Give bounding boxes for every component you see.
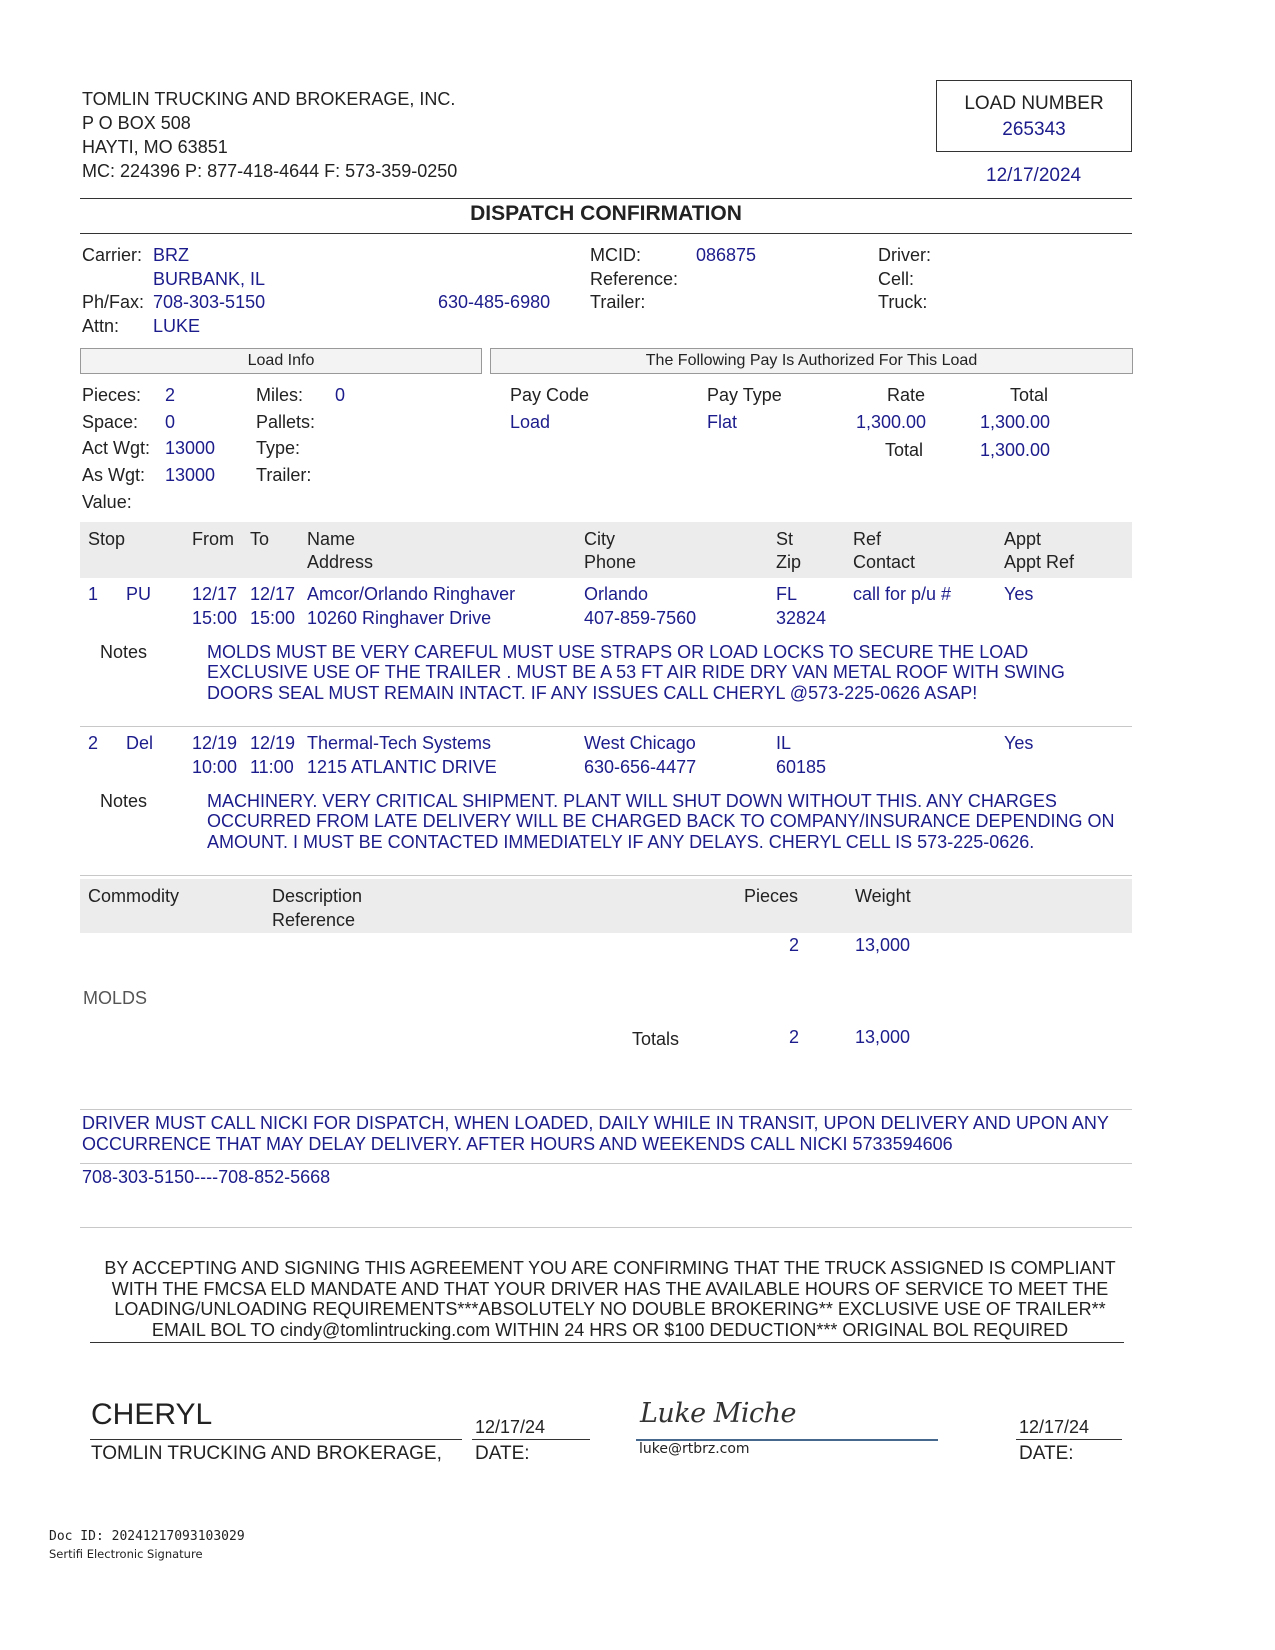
company-contact: MC: 224396 P: 877-418-4644 F: 573-359-0250 bbox=[82, 161, 458, 181]
broker-date-line bbox=[472, 1439, 590, 1440]
load-number: 265343 bbox=[1002, 119, 1066, 140]
phones-note: 708-303-5150----708-852-5668 bbox=[82, 1167, 331, 1187]
broker-signature-line bbox=[90, 1439, 462, 1440]
stop-from-time: 15:00 bbox=[192, 608, 238, 628]
stops-col-appt-ref: Appt Ref bbox=[1004, 552, 1075, 572]
stop-from-date: 12/17 bbox=[192, 584, 238, 604]
stop-notes-line: MACHINERY. VERY CRITICAL SHIPMENT. PLANT WILL SHUT DOWN WITHOUT THIS. ANY CHARGES bbox=[207, 791, 1057, 811]
stop-notes-line: MOLDS MUST BE VERY CAREFUL MUST USE STRAPS OR LOAD LOCKS TO SECURE THE LOAD bbox=[207, 642, 1029, 662]
stop-notes-label: Notes bbox=[100, 642, 148, 662]
stops-col-ref: Ref bbox=[853, 529, 882, 549]
company-address-line2: HAYTI, MO 63851 bbox=[82, 137, 228, 157]
document-title: DISPATCH CONFIRMATION bbox=[470, 202, 742, 225]
commodity-header-bar bbox=[80, 879, 1132, 933]
agreement-line: EMAIL BOL TO cindy@tomlintrucking.com WITHIN 24 HRS OR $100 DEDUCTION*** ORIGINAL BOL REQUIRED bbox=[151, 1320, 1069, 1340]
stop-to-time: 15:00 bbox=[250, 608, 296, 628]
pay-total: 1,300.00 bbox=[980, 412, 1051, 432]
space-label: Space: bbox=[82, 412, 139, 432]
stop-state: IL bbox=[776, 733, 792, 753]
commodity-col-description: Description bbox=[272, 886, 363, 906]
company-name: TOMLIN TRUCKING AND BROKERAGE, INC. bbox=[82, 89, 456, 109]
carrier-fax: 630-485-6980 bbox=[438, 292, 551, 312]
commodity-col-reference: Reference bbox=[272, 910, 356, 930]
carrier-date-line bbox=[1016, 1439, 1122, 1440]
stop-notes-line: DOORS SEAL MUST REMAIN INTACT. IF ANY ISSUES CALL CHERYL @573-225-0626 ASAP! bbox=[207, 683, 978, 703]
stops-col-from: From bbox=[192, 529, 234, 549]
stop-notes-label: Notes bbox=[100, 791, 148, 811]
totals-weight: 13,000 bbox=[855, 1027, 911, 1047]
pay-header: The Following Pay Is Authorized For This Load bbox=[490, 348, 1133, 374]
actwgt-value: 13000 bbox=[165, 438, 216, 458]
stops-col-name: Name bbox=[307, 529, 356, 549]
broker-signer-name: CHERYL bbox=[91, 1398, 213, 1431]
stop-ref: call for p/u # bbox=[853, 584, 952, 604]
value-label: Value: bbox=[82, 492, 132, 512]
pay-code-header: Pay Code bbox=[510, 385, 590, 405]
stops-col-stop: Stop bbox=[88, 529, 126, 549]
commodity-col-pieces: Pieces bbox=[744, 886, 799, 906]
carrier-signature: Luke Miche bbox=[640, 1398, 797, 1429]
stop-to-date: 12/17 bbox=[250, 584, 296, 604]
pay-type-header: Pay Type bbox=[707, 385, 782, 405]
stop-divider bbox=[80, 875, 1132, 876]
broker-sign-date: 12/17/24 bbox=[475, 1417, 546, 1437]
carrier-label: Carrier: bbox=[82, 245, 143, 265]
truck-label: Truck: bbox=[878, 292, 928, 312]
stop-number: 2 bbox=[88, 733, 99, 753]
cell-label: Cell: bbox=[878, 269, 915, 289]
stops-col-st: St bbox=[776, 529, 794, 549]
pieces-value: 2 bbox=[165, 385, 176, 405]
commodity-col-weight: Weight bbox=[855, 886, 911, 906]
agreement-rule-bottom bbox=[90, 1342, 1124, 1343]
mcid-value: 086875 bbox=[696, 245, 757, 265]
pay-code: Load bbox=[510, 412, 551, 432]
totals-pieces: 2 bbox=[789, 1027, 800, 1047]
load-number-label: LOAD NUMBER bbox=[964, 93, 1104, 114]
aswgt-label: As Wgt: bbox=[82, 465, 146, 485]
pallets-label: Pallets: bbox=[256, 412, 316, 432]
stop-name: Amcor/Orlando Ringhaver bbox=[307, 584, 516, 604]
driver-note-line: DRIVER MUST CALL NICKI FOR DISPATCH, WHEN LOADED, DAILY WHILE IN TRANSIT, UPON DELIVERY AND UPON ANY bbox=[82, 1113, 1109, 1133]
stop-zip: 32824 bbox=[776, 608, 827, 628]
carrier-name: BRZ bbox=[153, 245, 189, 265]
pay-grand-total: 1,300.00 bbox=[980, 440, 1051, 460]
stops-col-city: City bbox=[584, 529, 615, 549]
stop-address: 10260 Ringhaver Drive bbox=[307, 608, 492, 628]
stop-to-time: 11:00 bbox=[250, 757, 294, 777]
stop-notes-line: AMOUNT. I MUST BE CONTACTED IMMEDIATELY IF ANY DELAYS. CHERYL CELL IS 573-225-0626. bbox=[207, 832, 1035, 852]
doc-id: Doc ID: 20241217093103029 bbox=[49, 1529, 245, 1544]
pay-grand-label: Total bbox=[885, 440, 924, 460]
miles-value: 0 bbox=[335, 385, 346, 405]
stop-from-time: 10:00 bbox=[192, 757, 238, 777]
driver-note-rule bbox=[80, 1109, 1132, 1110]
stops-col-to: To bbox=[250, 529, 270, 549]
stop-number: 1 bbox=[88, 584, 99, 604]
commodity-col-commodity: Commodity bbox=[88, 886, 180, 906]
document-date: 12/17/2024 bbox=[986, 165, 1082, 186]
totals-label: Totals bbox=[632, 1029, 680, 1049]
attn-label: Attn: bbox=[82, 316, 120, 336]
broker-date-label: DATE: bbox=[475, 1443, 530, 1464]
title-rule-top bbox=[80, 198, 1132, 199]
mcid-label: MCID: bbox=[590, 245, 641, 265]
esign-label: Sertifi Electronic Signature bbox=[49, 1547, 203, 1561]
stop-notes-line: OCCURRED FROM LATE DELIVERY WILL BE CHARGED BACK TO COMPANY/INSURANCE DEPENDING ON bbox=[207, 811, 1115, 831]
aswgt-value: 13000 bbox=[165, 465, 216, 485]
stop-address: 1215 ATLANTIC DRIVE bbox=[307, 757, 497, 777]
broker-company: TOMLIN TRUCKING AND BROKERAGE, bbox=[91, 1443, 442, 1464]
company-address-line1: P O BOX 508 bbox=[82, 113, 191, 133]
pay-type: Flat bbox=[707, 412, 738, 432]
stops-col-zip: Zip bbox=[776, 552, 802, 572]
type-label: Type: bbox=[256, 438, 301, 458]
reference-label: Reference: bbox=[590, 269, 679, 289]
pay-rate: 1,300.00 bbox=[856, 412, 927, 432]
carrier-email: luke@rtbrz.com bbox=[639, 1441, 750, 1457]
space-value: 0 bbox=[165, 412, 176, 432]
load-trailer-label: Trailer: bbox=[256, 465, 312, 485]
stop-type: Del bbox=[126, 733, 154, 753]
stop-name: Thermal-Tech Systems bbox=[307, 733, 492, 753]
trailer-label: Trailer: bbox=[590, 292, 646, 312]
agreement-line: WITH THE FMCSA ELD MANDATE AND THAT YOUR DRIVER HAS THE AVAILABLE HOURS OF SERVICE TO MEET THE bbox=[111, 1279, 1109, 1299]
agreement-rule-top bbox=[80, 1227, 1132, 1228]
load-info-header: Load Info bbox=[80, 348, 482, 374]
pay-rate-header: Rate bbox=[887, 385, 926, 405]
commodity-weight: 13,000 bbox=[855, 935, 911, 955]
pieces-label: Pieces: bbox=[82, 385, 142, 405]
stops-col-appt: Appt bbox=[1004, 529, 1042, 549]
stop-appt: Yes bbox=[1004, 584, 1034, 604]
carrier-city: BURBANK, IL bbox=[153, 269, 266, 289]
commodity-name: MOLDS bbox=[83, 988, 148, 1008]
commodity-pieces: 2 bbox=[789, 935, 800, 955]
stop-city: West Chicago bbox=[584, 733, 696, 753]
agreement-line: LOADING/UNLOADING REQUIREMENTS***ABSOLUTELY NO DOUBLE BROKERING** EXCLUSIVE USE OF TRAILER** bbox=[114, 1299, 1106, 1319]
stop-state: FL bbox=[776, 584, 798, 604]
stop-to-date: 12/19 bbox=[250, 733, 296, 753]
pay-total-header: Total bbox=[1010, 385, 1049, 405]
driver-note-line: OCCURRENCE THAT MAY DELAY DELIVERY. AFTER HOURS AND WEEKENDS CALL NICKI 5733594606 bbox=[82, 1134, 953, 1154]
attn-name: LUKE bbox=[153, 316, 201, 336]
stops-col-phone: Phone bbox=[584, 552, 637, 572]
stop-city: Orlando bbox=[584, 584, 649, 604]
title-rule-bottom bbox=[80, 233, 1132, 234]
stop-type: PU bbox=[126, 584, 152, 604]
carrier-sign-date: 12/17/24 bbox=[1019, 1417, 1090, 1437]
agreement-line: BY ACCEPTING AND SIGNING THIS AGREEMENT YOU ARE CONFIRMING THAT THE TRUCK ASSIGNED IS COMPLIANT bbox=[104, 1258, 1116, 1278]
stop-appt: Yes bbox=[1004, 733, 1034, 753]
stops-col-address: Address bbox=[307, 552, 374, 572]
actwgt-label: Act Wgt: bbox=[82, 438, 151, 458]
stop-notes-line: EXCLUSIVE USE OF THE TRAILER . MUST BE A 53 FT AIR RIDE DRY VAN METAL ROOF WITH SWING bbox=[207, 662, 1065, 682]
carrier-date-label: DATE: bbox=[1019, 1443, 1074, 1464]
stops-col-contact: Contact bbox=[853, 552, 916, 572]
driver-label: Driver: bbox=[878, 245, 931, 265]
stop-zip: 60185 bbox=[776, 757, 827, 777]
stop-from-date: 12/19 bbox=[192, 733, 238, 753]
load-number-box bbox=[936, 80, 1132, 152]
stop-divider bbox=[80, 726, 1132, 727]
carrier-phone: 708-303-5150 bbox=[153, 292, 266, 312]
stop-phone: 407-859-7560 bbox=[584, 608, 697, 628]
miles-label: Miles: bbox=[256, 385, 304, 405]
phfax-label: Ph/Fax: bbox=[82, 292, 145, 312]
phones-note-rule bbox=[80, 1163, 1132, 1164]
stop-phone: 630-656-4477 bbox=[584, 757, 697, 777]
